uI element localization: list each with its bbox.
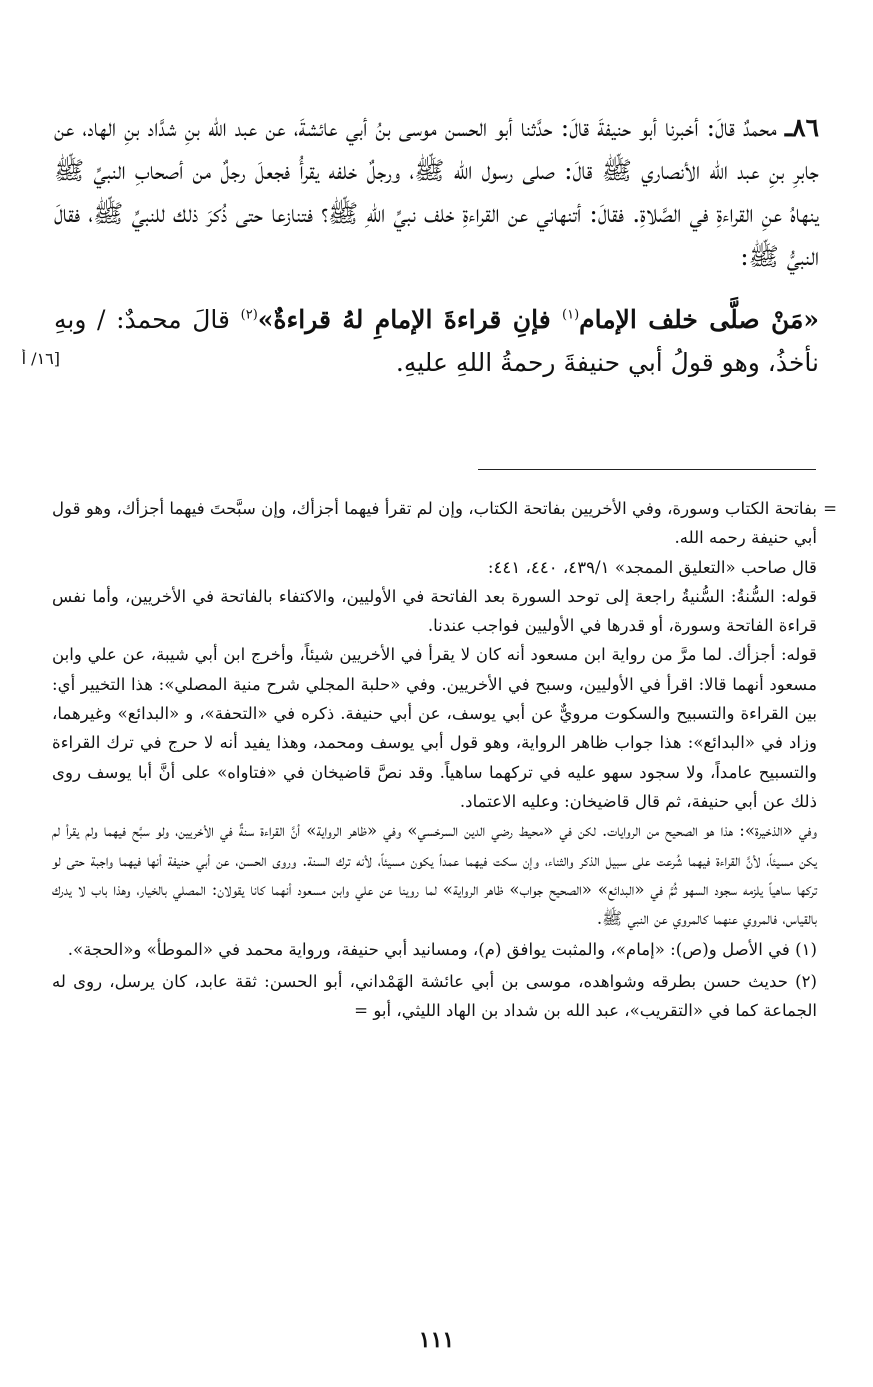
manuscript-folio-marker: [١٦/ أ (21, 349, 60, 368)
footnote-2: (٢) حديث حسن بطرقه وشواهده، موسى بن أبي عائشة الهَمْداني، أبو الحسن: ثقة عابد، كان يرسل، روى له الجماعة كما في «التقريب»، عبد الله بن شداد بن الهاد الليثي، أبو = (52, 971, 817, 1021)
notes-continuation (52, 494, 837, 553)
author-comment: قالَ محمدٌ: / وبهِ نأخذُ، وهو قولُ أبي حنيفةَ رحمةُ اللهِ عليهِ. (54, 305, 819, 377)
hadith-number: ٨٦ـ (784, 113, 819, 142)
footnote-ref-1: (١) (562, 307, 580, 323)
note-line-1: بفاتحة الكتاب وسورة، وفي الأخريين بفاتحة الكتاب، وإن لم تقرأ فيهما أجزأك، وإن سبَّحتَ فيهما أجزأك، وهو قول أبي حنيفة رحمه الله. (52, 499, 817, 548)
prophetic-quote-end: فإنِ قراءةَ الإمامِ لهُ قراءةٌ» (257, 305, 563, 334)
note-line-4: قوله: أجزأك. لما مرَّ من رواية ابن مسعود أنه كان لا يقرأ في الأخريين شيئاً، وأخرج ابن أبي شيبة، عن علي وابن مسعود أنهما قالا: اقرأ في الأوليين، وسبح في الأخريين. وفي «حلبة المجلي شرح منية المصلي»: هذا التخيير أي: بين القراءة والتسبيح والسكوت مرويٌّ عن أبي يوسف، عن أبي حنيفة. ذكره في «التحفة»، و «البدائع» وغيرهما، وزاد في «البدائع»: هذا جواب ظاهر الرواية، وهو قول أبي يوسف ومحمد، وهذا يفيد أنه لا حرج في ترك القراءة والتسبيح عامداً، ولا سجود سهو عليه في تركهما ساهياً. وقد نصَّ قاضيخان في «فتاواه» على أنَّ أبا يوسف روى ذلك عن أبي حنيفة، ثم قال قاضيخان: وعليه الاعتماد. (52, 645, 817, 811)
hadith-paragraph-2 (54, 298, 819, 384)
footnote-1: (١) في الأصل و(ص): «إمام»، والمثبت يوافق (م)، ومسانيد أبي حنيفة، ورواية محمد في «الموطأ» و«الحجة». (67, 940, 817, 960)
footnotes-section (52, 494, 837, 1025)
note-line-5: وفي «الذخيرة»: هذا هو الصحيح من الروايات. لكن في «محيط رضي الدين السرخسي» وفي «ظاهر الرواية» أنَّ القراءة سنةٌ في الأخريين، ولو سبَّح فيهما ولم يقرأ لم يكن مسيئاً، لأنَّ القراءة فيهما شُرعت على سبيل الذكر والثناء، وإن سكت فيهما عمداً يكون مسيئاً، لأنه ترك السنة. وروى الحسن، عن أبي حنيفة أنها فيهما واجبة حتى لو تركها ساهياً يلزمه سجود السهو ثُمَّ في «البدائع» «الصحيح جواب» ظاهر الرواية» لما روينا عن علي وابن مسعود أنهما كانا يقولان: المصلي بالخيار، وهذا باب لا يدرك بالقياس، فالمروي عنهما كالمروي عن النبي ﷺ. (52, 821, 817, 929)
hadith-text (54, 106, 819, 384)
note-line-3: قوله: السُّنةُ: السُّنيةُ راجعة إلى توحد السورة بعد الفاتحة في الأوليين، والاكتفاء بالفاتحة في الأخريين، وأما نفس قراءة الفاتحة وسورة، أو قدرها في الأوليين فواجب عندنا. (52, 586, 817, 636)
hadith-paragraph-1 (54, 106, 819, 278)
page-number: ١١١ (418, 1327, 455, 1353)
hadith-isnad-matn: محمدٌ قالَ: أخبرنا أبو حنيفةَ قالَ: حدَّثنا أبو الحسن موسى بنُ أبي عائشةَ، عن عبد الله بنِ شدَّاد بنِ الهاد، عن جابرِ بنِ عبد الله الأنصاري ﷺ قالَ: صلى رسول الله ﷺ، ورجلٌ خلفه يقرأُ فجعلَ رجلٌ من أصحابِ النبيِّ ﷺ ينهاهُ عنِ القراءةِ في الصَّلاةِ. فقالَ: أتنهاني عن القراءةِ خلف نبيِّ اللهِ ﷺ؟ فتنازعا حتى ذُكرَ ذلك للنبيِّ ﷺ، فقالَ النبيُّ ﷺ: (54, 113, 819, 271)
continuation-marker: = (823, 499, 837, 518)
prophetic-quote-start: «مَنْ صلَّى خلف الإمام (579, 305, 820, 334)
footnote-ref-2: (٢) (240, 307, 258, 323)
footnote-separator (478, 469, 816, 470)
note-line-2: قال صاحب «التعليق الممجد» ٤٣٩/١، ٤٤٠، ٤٤١: (487, 557, 817, 577)
